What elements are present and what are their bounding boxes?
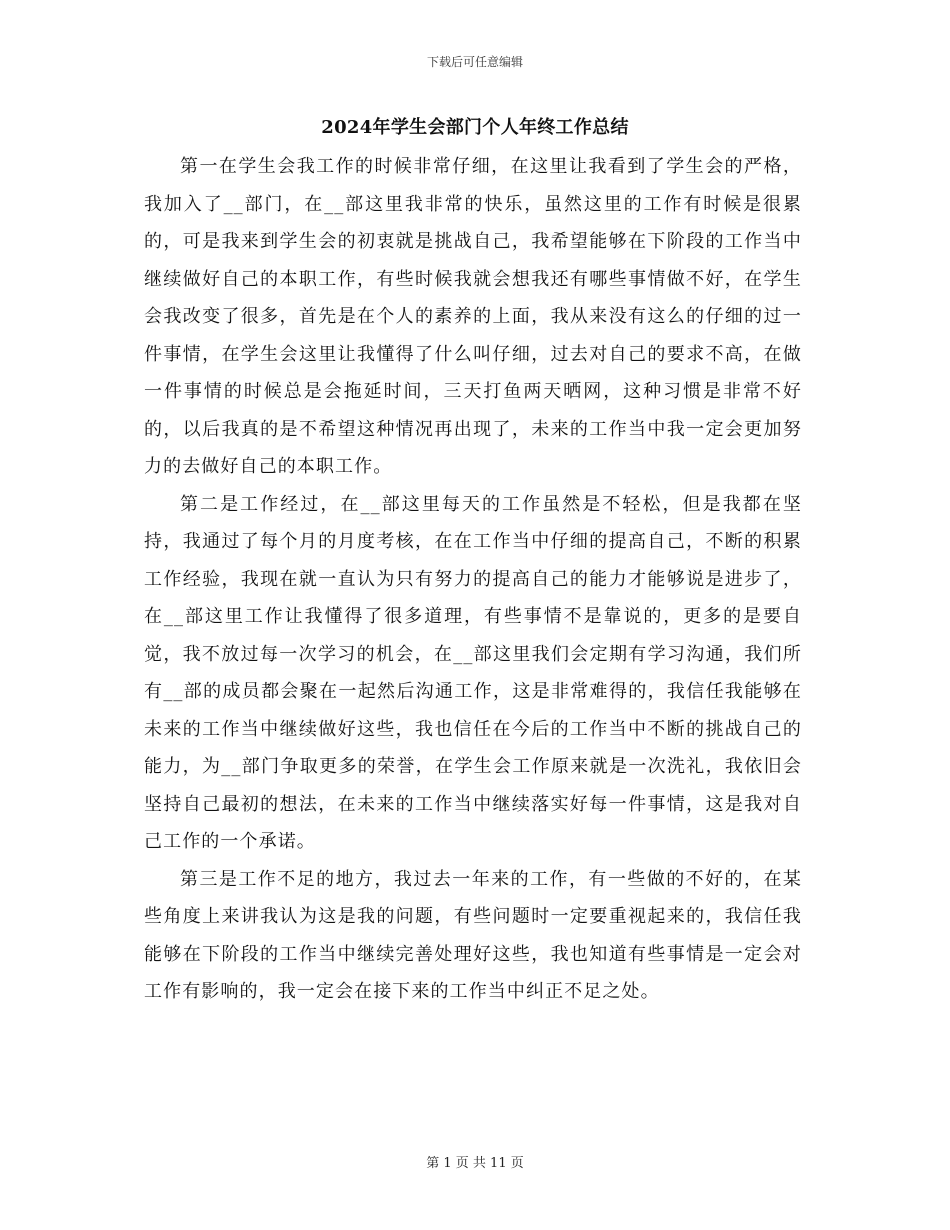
header-note: 下载后可任意编辑 — [426, 55, 523, 69]
paragraph-2: 第二是工作经过，在__部这里每天的工作虽然是不轻松，但是我都在坚持，我通过了每个月的月度考核，在在工作当中仔细的提高自己，不断的积累工作经验，我现在就一直认为只有努力的提高自己的能力才能够说是进步了，在__部这里工作让我懂得了很多道理，有些事情不是靠说的，更多的是要自觉，我不放过每一次学习的机会，在__部这里我们会定期有学习沟通，我们所有__部的成员都会聚在一起然后沟通工作，这是非常难得的，我信任我能够在未来的工作当中继续做好这些，我也信任在今后的工作当中不断的挑战自己的能力，为__部门争取更多的荣誉，在学生会工作原来就是一次洗礼，我依旧会坚持自己最初的想法，在未来的工作当中继续落实好每一件事情，这是我对自己工作的一个承诺。 — [144, 493, 802, 852]
document-body — [144, 148, 802, 1011]
paragraph-3: 第三是工作不足的地方，我过去一年来的工作，有一些做的不好的，在某些角度上来讲我认为这是我的问题，有些问题时一定要重视起来的，我信任我能够在下阶段的工作当中继续完善处理好这些，我也知道有些事情是一定会对工作有影响的，我一定会在接下来的工作当中纠正不足之处。 — [144, 868, 802, 1002]
paragraph-1: 第一在学生会我工作的时候非常仔细，在这里让我看到了学生会的严格，我加入了__部门，在__部这里我非常的快乐，虽然这里的工作有时候是很累的，可是我来到学生会的初衷就是挑战自己，我希望能够在下阶段的工作当中继续做好自己的本职工作，有些时候我就会想我还有哪些事情做不好，在学生会我改变了很多，首先是在个人的素养的上面，我从来没有这么的仔细的过一件事情，在学生会这里让我懂得了什么叫仔细，过去对自己的要求不高，在做一件事情的时候总是会拖延时间，三天打鱼两天晒网，这种习惯是非常不好的，以后我真的是不希望这种情况再出现了，未来的工作当中我一定会更加努力的去做好自己的本职工作。 — [144, 156, 802, 477]
page-number-footer: 第 1 页 共 11 页 — [426, 1156, 524, 1171]
document-title: 2024年学生会部门个人年终工作总结 — [321, 117, 629, 138]
